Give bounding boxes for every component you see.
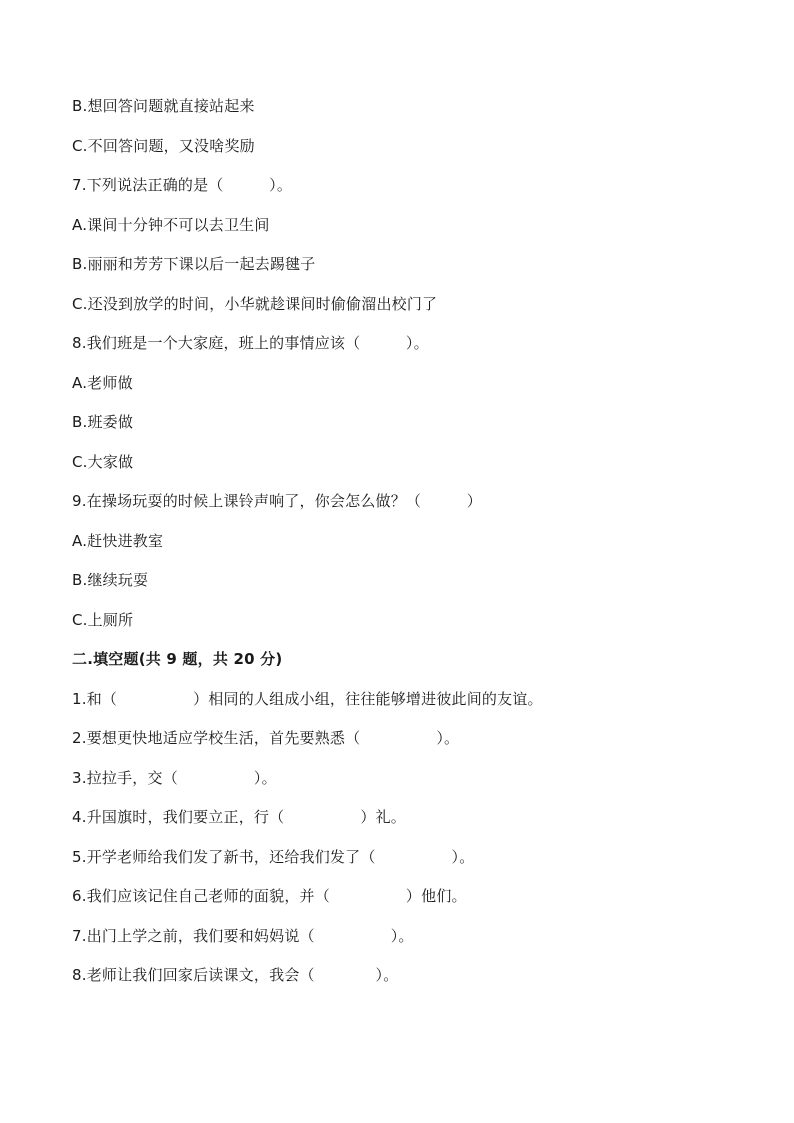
question-9: 9.在操场玩耍的时候上课铃声响了，你会怎么做？（ ） (72, 492, 482, 510)
option-b-q8: B.班委做 (72, 413, 134, 431)
fill-question-2: 2.要想更快地适应学校生活，首先要熟悉（ ）。 (72, 729, 460, 747)
fill-question-1: 1.和（ ）相同的人组成小组，往往能够增进彼此间的友谊。 (72, 689, 543, 708)
fill-question-8: 8.老师让我们回家后读课文，我会（ ）。 (72, 966, 399, 984)
option-a-q7: A.课间十分钟不可以去卫生间 (72, 215, 270, 234)
fill-question-6: 6.我们应该记住自己老师的面貌，并（ ）他们。 (72, 887, 467, 905)
option-a-q9: A.赶快进教室 (72, 531, 164, 550)
option-c-q7: C.还没到放学的时间，小华就趁课间时偷偷溜出校门了 (72, 294, 438, 313)
option-c-q8: C.大家做 (72, 452, 134, 471)
option-c-q9: C.上厕所 (72, 610, 134, 629)
fill-question-4: 4.升国旗时，我们要立正，行（ ）礼。 (72, 808, 406, 826)
option-b-q7: B.丽丽和芳芳下课以后一起去踢毽子 (72, 255, 316, 273)
fill-question-5: 5.开学老师给我们发了新书，还给我们发了（ ）。 (72, 847, 475, 866)
fill-question-3: 3.拉拉手，交（ ）。 (72, 768, 277, 787)
option-b-q6: B.想回答问题就直接站起来 (72, 97, 255, 115)
question-8: 8.我们班是一个大家庭，班上的事情应该（ ）。 (72, 334, 429, 352)
option-c-q6: C.不回答问题，又没啥奖励 (72, 136, 255, 155)
question-7: 7.下列说法正确的是（ ）。 (72, 176, 293, 194)
fill-question-7: 7.出门上学之前，我们要和妈妈说（ ）。 (72, 926, 414, 945)
option-b-q9: B.继续玩耍 (72, 571, 149, 589)
option-a-q8: A.老师做 (72, 373, 133, 392)
section-heading-fill-blank: 二.填空题(共 9 题，共 20 分) (72, 650, 283, 668)
document-page (72, 95, 752, 1004)
